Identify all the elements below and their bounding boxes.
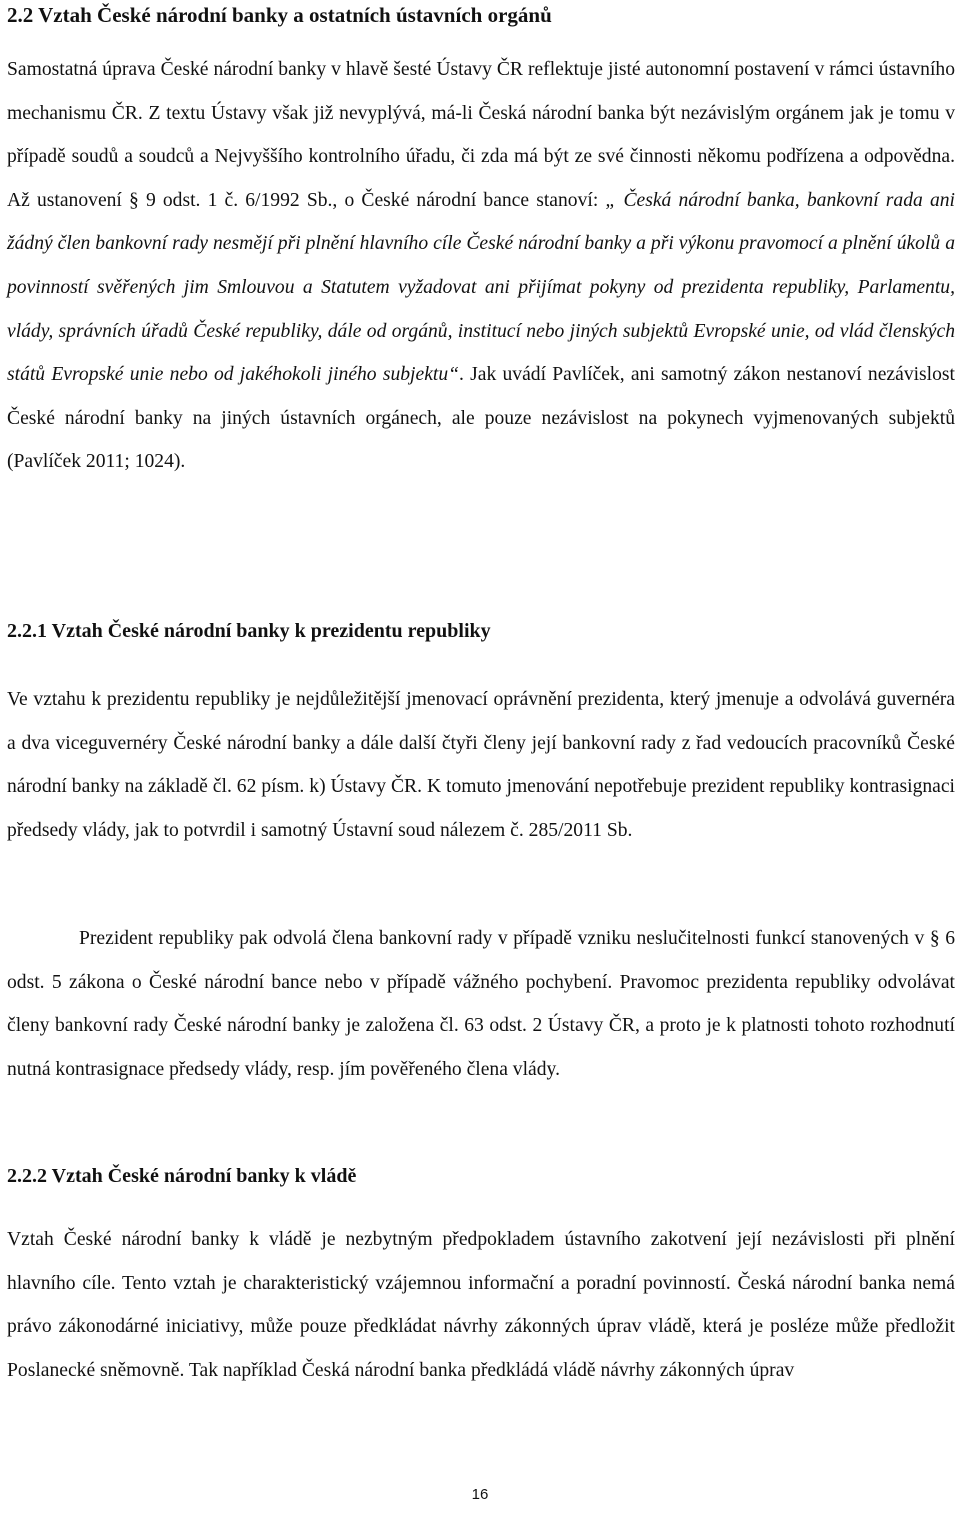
president-paragraph-2: Prezident republiky pak odvolá člena bankovní rady v případě vzniku neslučitelnosti funkcí stanovených v § 6 odst. 5 zákona o České národní bance nebo v případě vážného pochybení. Pravomoc prezidenta republiky odvolávat členy bankovní rady České národní banky je založena čl. 63 odst. 2 Ústavy ČR, a proto je k platnosti tohoto rozhodnutí nutná kontrasignace předsedy vlády, resp. jím pověřeného člena vlády. bbox=[7, 928, 955, 1080]
section-paragraph-1 bbox=[7, 48, 955, 484]
president-paragraph-1: Ve vztahu k prezidentu republiky je nejdůležitější jmenovací oprávnění prezidenta, který jmenuje a odvolává guvernéra a dva viceguvernéry České národní banky a dále další čtyři členy její bankovní rady z řad vedoucích pracovníků České národní banky na základě čl. 62 písm. k) Ústavy ČR. K tomuto jmenování nepotřebuje prezident republiky kontrasignaci předsedy vlády, jak to potvrdil i samotný Ústavní soud nálezem č. 285/2011 Sb. bbox=[7, 689, 955, 841]
subsection-heading-president: 2.2.1 Vztah České národní banky k prezidentu republiky bbox=[7, 620, 491, 642]
paragraph-text: Samostatná úprava České národní banky v hlavě šesté Ústavy ČR reflektuje jisté autonomní postavení v rámci ústavního mechanismu ČR. Z textu Ústavy však již nevyplývá, má-li Česká národní banka být nezávislým orgánem jak je tomu v případě soudů a soudců a Nejvyššího kontrolního úřadu, či zda má být ze své činnosti někomu podřízena a odpovědna. Až ustanovení § 9 odst. 1 č. 6/1992 Sb., o České národní bance stanoví: bbox=[7, 59, 955, 211]
paragraph-text-continued: . Jak uvádí Pavlíček, ani samotný zákon nestanoví nezávislost České národní banky na jiných ústavních orgánech, ale pouze nezávislost na pokynech vyjmenovaných subjektů (Pavlíček 2011; 1024). bbox=[7, 364, 955, 473]
government-paragraph-1: Vztah České národní banky k vládě je nezbytným předpokladem ústavního zakotvení její nezávislosti při plnění hlavního cíle. Tento vztah je charakteristický vzájemnou informační a poradní povinností. Česká národní banka nemá právo zákonodárné iniciativy, může pouze předkládat návrhy zákonných úprav vládě, která je posléze může předložit Poslanecké sněmovně. Tak například Česká národní banka předkládá vládě návrhy zákonných úprav bbox=[7, 1229, 955, 1381]
page-number: 16 bbox=[471, 1486, 489, 1503]
subsection-heading-government: 2.2.2 Vztah České národní banky k vládě bbox=[7, 1165, 357, 1187]
section-heading: 2.2 Vztah České národní banky a ostatních ústavních orgánů bbox=[7, 3, 552, 27]
law-quote: „ Česká národní banka, bankovní rada ani žádný člen bankovní rady nesmějí při plnění hlavního cíle České národní banky a při výkonu pravomocí a plnění úkolů a povinností svěřených jim Smlouvou a Statutem vyžadovat ani přijímat pokyny od prezidenta republiky, Parlamentu, vlády, správních úřadů České republiky, dále od orgánů, institucí nebo jiných subjektů Evropské unie, od vlád členských států Evropské unie nebo od jakéhokoli jiného subjektu“ bbox=[7, 189, 956, 386]
